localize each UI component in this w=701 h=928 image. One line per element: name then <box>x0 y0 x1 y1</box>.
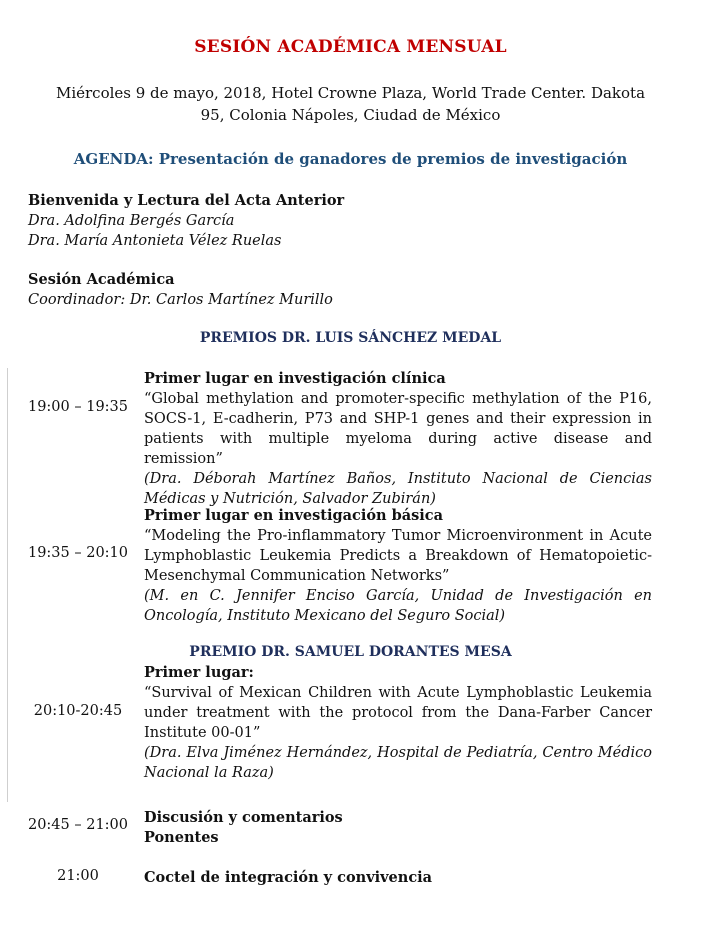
entry2-time: 19:35 – 20:10 <box>27 545 129 561</box>
event-details-line1: Miércoles 9 de mayo, 2018, Hotel Crowne Plaza, World Trade Center. Dakota <box>55 84 646 102</box>
event-details-line2: 95, Colonia Nápoles, Ciudad de México <box>200 106 501 124</box>
award1-heading: PREMIOS DR. LUIS SÁNCHEZ MEDAL <box>199 330 502 346</box>
entry1-authors: (Dra. Déborah Martínez Baños, Instituto Nacional de Ciencias Médicas y Nutrición, Salvador Zubirán) <box>144 471 652 507</box>
welcome-section <box>28 191 344 251</box>
entry2-authors: (M. en C. Jennifer Enciso García, Unidad de Investigación en Oncología, Instituto Mexicano del Seguro Social) <box>144 588 652 624</box>
entry3-authors: (Dra. Elva Jiménez Hernández, Hospital de Pediatría, Centro Médico Nacional la Raza) <box>144 745 652 781</box>
award2-heading: PREMIO DR. SAMUEL DORANTES MESA <box>189 644 512 660</box>
discussion <box>144 808 652 848</box>
timeline-divider <box>7 368 8 802</box>
welcome-person-1: Dra. Adolfina Bergés García <box>28 213 235 229</box>
academic-session-section <box>28 270 333 310</box>
welcome-person-2: Dra. María Antonieta Vélez Ruelas <box>28 233 282 249</box>
discussion-line1: Discusión y comentarios <box>144 809 343 826</box>
entry3-time: 20:10-20:45 <box>33 703 123 719</box>
entry3 <box>144 663 652 783</box>
agenda-heading: AGENDA: Presentación de ganadores de premios de investigación <box>73 150 628 168</box>
entry2-title: “Modeling the Pro-inflammatory Tumor Microenvironment in Acute Lymphoblastic Leukemia Predicts a Breakdown of Hematopoietic-Mesenchymal Communication Networks” <box>144 528 652 584</box>
discussion-line2: Ponentes <box>144 829 219 846</box>
session-coordinator: Coordinador: Dr. Carlos Martínez Murillo <box>28 292 333 308</box>
cocktail-time: 21:00 <box>57 868 99 884</box>
page-title: SESIÓN ACADÉMICA MENSUAL <box>194 37 507 57</box>
welcome-heading: Bienvenida y Lectura del Acta Anterior <box>28 192 345 209</box>
entry1-time: 19:00 – 19:35 <box>27 399 129 415</box>
entry3-heading: Primer lugar: <box>144 664 254 681</box>
discussion-time: 20:45 – 21:00 <box>27 817 129 833</box>
entry1-heading: Primer lugar en investigación clínica <box>144 370 446 387</box>
entry2-heading: Primer lugar en investigación básica <box>144 507 444 524</box>
cocktail <box>144 868 652 888</box>
entry1-title: “Global methylation and promoter-specific methylation of the P16, SOCS-1, E-cadherin, P73 and SHP-1 genes and their expression in patients with multiple myeloma during active disease and remission” <box>144 391 652 467</box>
entry1 <box>144 369 652 509</box>
entry3-title: “Survival of Mexican Children with Acute Lymphoblastic Leukemia under treatment with the protocol from the Dana-Farber Cancer Institute 00-01” <box>144 685 652 741</box>
session-heading: Sesión Académica <box>28 271 175 288</box>
cocktail-text: Coctel de integración y convivencia <box>144 869 433 886</box>
event-details <box>40 82 661 126</box>
entry2 <box>144 506 652 626</box>
